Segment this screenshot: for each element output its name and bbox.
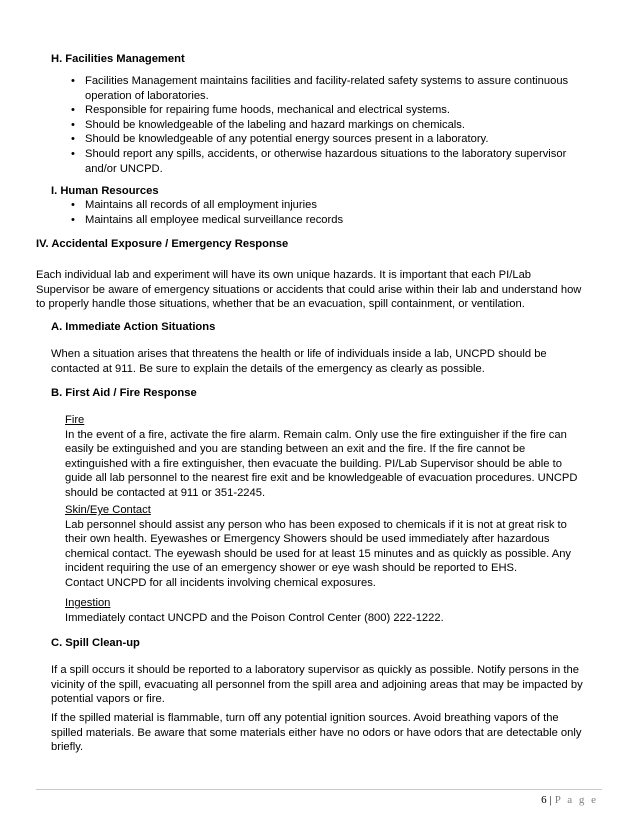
list-item: • Maintains all records of all employment injuries <box>71 199 317 211</box>
section-i-bullet-list <box>71 198 344 227</box>
section-iv-intro: Each individual lab and experiment will have its own unique hazards. It is important that each PI/Lab Supervisor be aware of emergency situations or accidents that could arise within their lab and understand how to properly handle those situations, whether that be an evacuation, spill containment, or ventilation. <box>36 269 582 311</box>
bullet-icon: • <box>71 133 75 146</box>
list-item: • Should report any spills, accidents, or otherwise hazardous situations to the laboratory supervisor and/or UNCPD. <box>71 147 567 175</box>
bullet-icon: • <box>71 75 75 87</box>
section-iv-heading: IV. Accidental Exposure / Emergency Response <box>36 238 289 250</box>
bullet-icon: • <box>71 199 75 211</box>
bullet-icon: • <box>71 147 75 160</box>
section-i-heading: I. Human Resources <box>51 185 159 197</box>
bullet-icon: • <box>71 104 75 117</box>
skin-eye-title: Skin/Eye Contact <box>65 504 151 516</box>
fire-subsection: Fire In the event of a fire, activate the fire alarm. Remain calm. Only use the fire extinguisher if the fire can easily be extinguished and you are standing between an exit and the fire. If the fire cannot be extinguished with a fire extinguisher, then evacuate the building. PI/Lab Supervisor should be able to guide all lab personnel to the nearest fire exit and be knowledgeable of evacuation procedures. UNCPD should be contacted at 911 or 351-2245. <box>65 414 578 499</box>
section-h-bullet-list <box>71 74 569 176</box>
section-c-para-2: If the spilled material is flammable, turn off any potential ignition sources. Avoid breathing vapors of the spilled materials. Be aware that some materials either have no odors or have odors that are detectable only briefly. <box>51 712 582 754</box>
skin-eye-subsection: Skin/Eye Contact Lab personnel should assist any person who has been exposed to chemicals if it is not at great risk to their own health. Eyewashes or Emergency Showers should be used immediately after hazardous chemical contact. The eyewash should be used for at least 15 minutes and as quickly as possible. Any incident requiring the use of an emergency shower or eye wash should be reported to EHS. Contact UNCPD for all incidents involving chemical exposures. <box>65 504 572 589</box>
list-item: • Responsible for repairing fume hoods, mechanical and electrical systems. <box>71 104 451 117</box>
list-item: • Should be knowledgeable of the labeling and hazard markings on chemicals. <box>71 118 465 131</box>
page-footer <box>541 793 598 808</box>
section-a-heading: A. Immediate Action Situations <box>51 321 216 333</box>
page-number: 6 <box>541 794 547 806</box>
footer-divider <box>36 789 602 790</box>
section-c-para-1: If a spill occurs it should be reported to a laboratory supervisor as quickly as possible. Notify persons in the vicinity of the spill, evacuating all personnel from the spill area and adjoining areas that may be impacted by potential vapors or fire. <box>51 664 583 706</box>
section-b-heading: B. First Aid / Fire Response <box>51 387 197 399</box>
list-item: • Maintains all employee medical surveillance records <box>71 213 344 226</box>
ingestion-title: Ingestion <box>65 597 111 609</box>
list-item: • Facilities Management maintains facilities and facility-related safety systems to assure continuous operation of laboratories. <box>71 75 569 102</box>
fire-title: Fire <box>65 414 85 426</box>
footer-separator: | <box>549 794 552 806</box>
bullet-icon: • <box>71 213 75 226</box>
section-h-heading: H. Facilities Management <box>51 53 185 65</box>
bullet-icon: • <box>71 118 75 131</box>
ingestion-subsection: Ingestion Immediately contact UNCPD and the Poison Control Center (800) 222-1222. <box>65 597 444 624</box>
list-item: • Should be knowledgeable of any potential energy sources present in a laboratory. <box>71 133 489 146</box>
page-label: P a g e <box>554 794 598 806</box>
section-c-heading: C. Spill Clean-up <box>51 637 140 649</box>
section-a-body: When a situation arises that threatens the health or life of individuals inside a lab, UNCPD should be contacted at 911. Be sure to explain the details of the emergency as clearly as possible. <box>51 348 547 375</box>
